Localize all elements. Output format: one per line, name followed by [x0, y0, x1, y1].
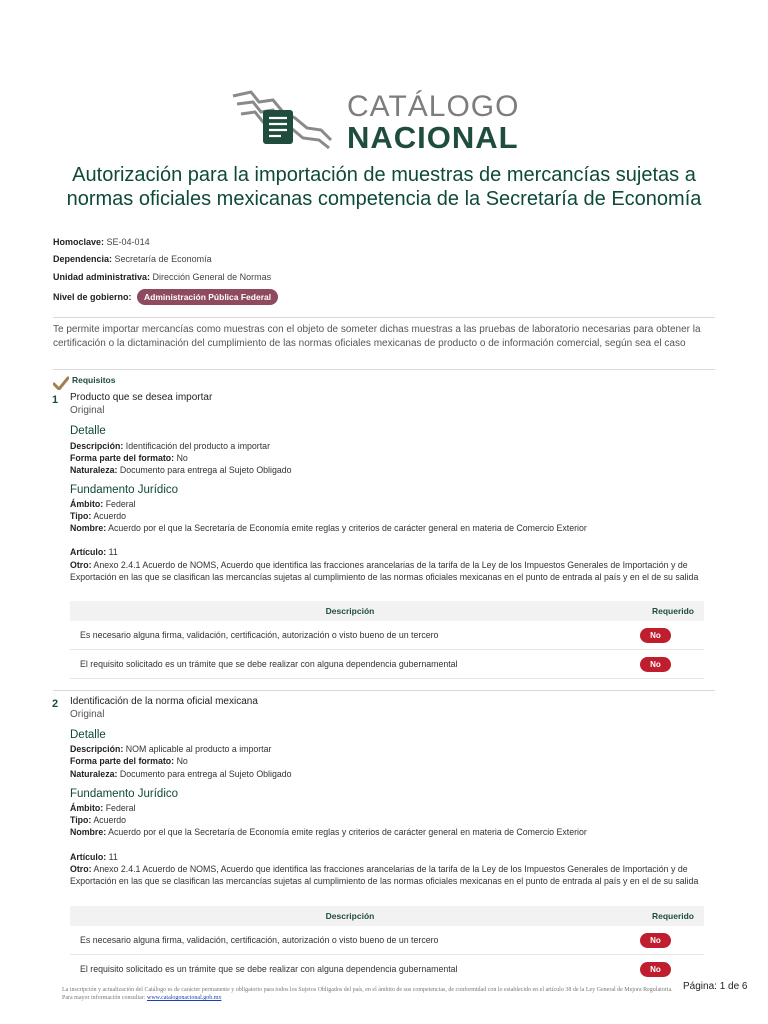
- articulo-label: Artículo:: [70, 852, 107, 862]
- footer-link[interactable]: www.catalogonacional.gob.mx: [146, 995, 222, 1001]
- row-text: Es necesario alguna firma, validación, certificación, autorización o visto bueno de un tercero: [80, 630, 439, 640]
- required-badge: No: [640, 628, 671, 643]
- footer-note-text: La inscripción y actualización del Catálogo es de carácter permanente y obligatorio para todos los Sujetos Obligados del país, en el ámbito de sus competencias, de conformidad con lo establecido en el artículo 38 de la Ley General de Mejora Regulatoria. Para mayor información consultar:: [62, 987, 673, 1001]
- logo-word-nacional: NACIONAL: [347, 120, 519, 155]
- tipo-label: Tipo:: [70, 511, 92, 521]
- fundamento-articulo: [70, 546, 710, 558]
- dependencia-label: Dependencia:: [53, 254, 113, 264]
- unidad-label: Unidad administrativa:: [53, 272, 151, 282]
- col-descripcion: Descripción: [325, 606, 375, 616]
- requirement-number: 1: [52, 394, 59, 406]
- descripcion-label: Descripción:: [70, 441, 124, 451]
- tipo-value: Acuerdo: [93, 815, 127, 825]
- page-title: Autorización para la importación de muestras de mercancías sujetas a normas oficiales mexicanas competencia de la Secretaría de Economía: [66, 164, 702, 210]
- table-row: [70, 955, 704, 984]
- meta-dependencia: [53, 254, 212, 264]
- fundamento-otro: [70, 559, 710, 583]
- detalle-descripcion: [70, 743, 710, 755]
- unidad-value: Dirección General de Normas: [152, 272, 272, 282]
- row-text: El requisito solicitado es un trámite que se debe realizar con alguna dependencia gubernamental: [80, 659, 458, 669]
- articulo-value: 11: [108, 852, 118, 862]
- table-row: [70, 650, 704, 679]
- table-row: [70, 926, 704, 955]
- row-text: El requisito solicitado es un trámite que se debe realizar con alguna dependencia gubernamental: [80, 964, 458, 974]
- naturaleza-value: Documento para entrega al Sujeto Obligado: [119, 465, 292, 475]
- ambito-value: Federal: [105, 803, 136, 813]
- row-text: Es necesario alguna firma, validación, certificación, autorización o visto bueno de un tercero: [80, 935, 439, 945]
- nombre-label: Nombre:: [70, 827, 107, 837]
- homoclave-value: SE-04-014: [106, 237, 150, 247]
- naturaleza-label: Naturaleza:: [70, 465, 118, 475]
- requirement-table: [70, 601, 704, 679]
- requirement-table: [70, 906, 704, 984]
- col-requerido: Requerido: [651, 911, 694, 921]
- fundamento-heading: Fundamento Jurídico: [70, 788, 179, 800]
- col-requerido: Requerido: [651, 606, 694, 616]
- naturaleza-value: Documento para entrega al Sujeto Obligado: [119, 769, 292, 779]
- nombre-value: Acuerdo por el que la Secretaría de Economía emite reglas y criterios de carácter general en materia de Comercio Exterior: [108, 523, 587, 533]
- footer-note: [62, 986, 682, 1002]
- homoclave-label: Homoclave:: [53, 237, 105, 247]
- checkmark-icon: [53, 376, 69, 390]
- requirement-title: Identificación de la norma oficial mexicana: [70, 696, 258, 707]
- divider: [53, 690, 715, 691]
- requirement-subtitle: Original: [70, 709, 105, 720]
- required-badge: No: [640, 933, 671, 948]
- summary-text: Te permite importar mercancías como muestras con el objeto de someter dichas muestras a las pruebas de laboratorio necesarias para obtener la certificación o la dictaminación del cumplimiento de las normas oficiales mexicanas de producto o de información comercial, según sea el caso: [53, 324, 701, 349]
- fundamento-nombre: [70, 826, 710, 838]
- ambito-value: Federal: [105, 499, 136, 509]
- requirement-title: Producto que se desea importar: [70, 392, 213, 403]
- ambito-label: Ámbito:: [70, 499, 104, 509]
- table-header: [70, 601, 704, 621]
- requirement-subtitle: Original: [70, 405, 105, 416]
- nivel-label: Nivel de gobierno:: [53, 292, 132, 302]
- nombre-value: Acuerdo por el que la Secretaría de Economía emite reglas y criterios de carácter general en materia de Comercio Exterior: [108, 827, 587, 837]
- table-row: [70, 621, 704, 650]
- detalle-heading: Detalle: [70, 729, 106, 741]
- descripcion-value: NOM aplicable al producto a importar: [125, 744, 272, 754]
- catalogo-nacional-logo: [229, 88, 539, 154]
- fundamento-ambito: [70, 802, 710, 814]
- fundamento-otro: [70, 863, 710, 887]
- required-badge: No: [640, 657, 671, 672]
- otro-value: Anexo 2.4.1 Acuerdo de NOMS, Acuerdo que identifica las fracciones arancelarias de la tarifa de la Ley de los Impuestos Generales de Importación y de Exportación en las que se clasifican las mercancías sujetas al cumplimiento de las normas oficiales mexicanas en el punto de entrada al país y en el de su salida: [70, 560, 699, 583]
- dependencia-value: Secretaría de Economía: [114, 254, 212, 264]
- table-header: [70, 906, 704, 926]
- descripcion-label: Descripción:: [70, 744, 124, 754]
- fundamento-ambito: [70, 498, 710, 510]
- fundamento-heading: Fundamento Jurídico: [70, 484, 179, 496]
- logo-word-catalogo: CATÁLOGO: [347, 90, 520, 123]
- ambito-label: Ámbito:: [70, 803, 104, 813]
- descripcion-value: Identificación del producto a importar: [125, 441, 271, 451]
- tipo-label: Tipo:: [70, 815, 92, 825]
- meta-unidad: [53, 272, 271, 282]
- nivel-badge: Administración Pública Federal: [137, 289, 278, 305]
- meta-nivel: [53, 289, 278, 305]
- detalle-heading: Detalle: [70, 425, 106, 437]
- detalle-forma: [70, 452, 710, 464]
- nombre-label: Nombre:: [70, 523, 107, 533]
- forma-value: No: [176, 756, 188, 766]
- required-badge: No: [640, 962, 671, 977]
- page-number: Página: 1 de 6: [683, 981, 748, 992]
- divider: [53, 317, 715, 318]
- col-descripcion: Descripción: [325, 911, 375, 921]
- otro-label: Otro:: [70, 864, 92, 874]
- otro-label: Otro:: [70, 560, 92, 570]
- tipo-value: Acuerdo: [93, 511, 127, 521]
- articulo-value: 11: [108, 547, 118, 557]
- naturaleza-label: Naturaleza:: [70, 769, 118, 779]
- requisitos-heading: Requisitos: [72, 375, 116, 385]
- articulo-label: Artículo:: [70, 547, 107, 557]
- forma-value: No: [176, 453, 188, 463]
- fundamento-tipo: [70, 510, 710, 522]
- requirement-number: 2: [52, 698, 59, 710]
- detalle-naturaleza: [70, 768, 710, 780]
- fundamento-tipo: [70, 814, 710, 826]
- forma-label: Forma parte del formato:: [70, 453, 175, 463]
- detalle-descripcion: [70, 440, 710, 452]
- fundamento-nombre: [70, 522, 710, 534]
- forma-label: Forma parte del formato:: [70, 756, 175, 766]
- detalle-forma: [70, 755, 710, 767]
- otro-value: Anexo 2.4.1 Acuerdo de NOMS, Acuerdo que identifica las fracciones arancelarias de la tarifa de la Ley de los Impuestos Generales de Importación y de Exportación en las que se clasifican las mercancías sujetas al cumplimiento de las normas oficiales mexicanas en el punto de entrada al país y en el de su salida: [70, 864, 699, 887]
- detalle-naturaleza: [70, 464, 710, 476]
- mexico-map-logo-icon: [229, 88, 339, 154]
- divider: [53, 369, 715, 370]
- fundamento-articulo: [70, 851, 710, 863]
- meta-homoclave: [53, 237, 150, 247]
